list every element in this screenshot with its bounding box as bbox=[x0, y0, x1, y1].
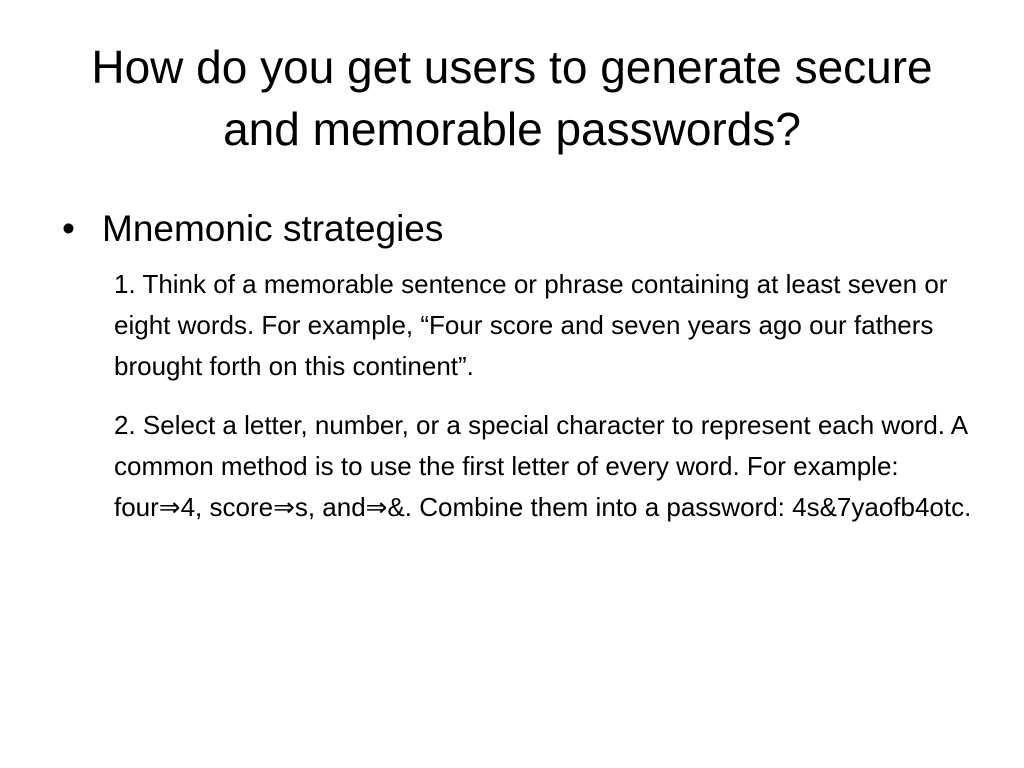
step-one-paragraph: 1. Think of a memorable sentence or phrase containing at least seven or eight words. For example, “Four score and seven years ago our fathers brought forth on this continent”. bbox=[114, 269, 948, 381]
slide-title: How do you get users to generate secure and memorable passwords? bbox=[91, 41, 933, 155]
bullet-icon: • bbox=[62, 208, 75, 249]
bullet-text: Mnemonic strategies bbox=[102, 208, 444, 249]
bullet-item bbox=[62, 203, 962, 255]
step-two-paragraph: 2. Select a letter, number, or a special character to represent each word. A common method is to use the first letter of every word. For example: four⇒4, score⇒s, and⇒&. Combine them into a password: 4s&7yaofb4otc. bbox=[114, 410, 972, 522]
